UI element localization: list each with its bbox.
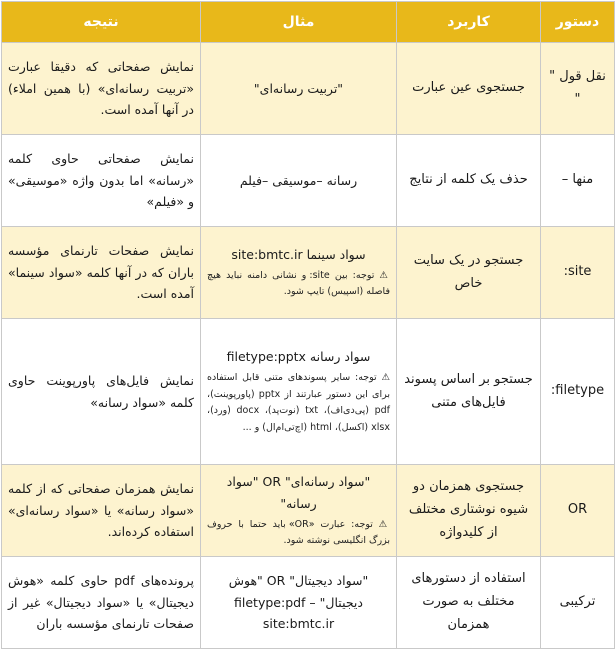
result-cell: نمایش همزمان صفحاتی که از کلمه «سواد رسانه» یا «سواد رسانه‌ای» استفاده کرده‌اند. [2, 465, 201, 557]
example-text: رسانه –موسیقی –فیلم [239, 172, 358, 188]
table-row [2, 557, 615, 649]
usage-cell: جستجو بر اساس پسوند فایل‌های متنی [397, 319, 541, 465]
table-row [2, 43, 615, 135]
example-note: ⚠ توجه: عبارت «OR» باید حتما با حروف بزرگ انگلیسی نوشته شود. [207, 518, 390, 547]
command-cell: site: [541, 227, 615, 319]
example-text: سواد سینما site:bmtc.ir [231, 246, 366, 262]
header-command: دستور [541, 2, 615, 43]
header-result: نتیجه [2, 2, 201, 43]
result-cell: پرونده‌های pdf حاوی کلمه «هوش دیجیتال» یا «سواد دیجیتال» غیر از صفحات تارنمای مؤسسه باران [2, 557, 201, 649]
command-cell: OR [541, 465, 615, 557]
table-row [2, 465, 615, 557]
table-row [2, 227, 615, 319]
example-text: "تربیت رسانه‌ای" [253, 80, 344, 96]
example-note: ⚠ توجه: سایر پسوندهای متنی قابل استفاده برای این دستور عبارتند از pptx (پاورپوینت)، pdf (پی‌دی‌اف)، txt (نوت‌پد)، docx (ورد)، xlsx (اکسل)، html (اچ‌تی‌ام‌ال) و ... [207, 372, 391, 434]
example-text: "سواد دیجیتال" OR "هوش دیجیتال" filetype:pdf –site:bmtc.ir [228, 572, 369, 632]
usage-cell: استفاده از دستورهای مختلف به صورت همزمان [397, 557, 541, 649]
table-row [2, 319, 615, 465]
result-cell: نمایش فایل‌های پاورپوینت حاوی کلمه «سواد رسانه» [2, 319, 201, 465]
usage-cell: جستجوی عین عبارت [397, 43, 541, 135]
search-operators-table [1, 1, 615, 649]
header-usage: کاربرد [397, 2, 541, 43]
example-cell [201, 465, 397, 557]
command-cell: نقل قول " " [541, 43, 615, 135]
example-cell [201, 43, 397, 135]
example-cell [201, 227, 397, 319]
example-note: ⚠ توجه: بین site: و نشانی دامنه نباید هیچ فاصله (اسپیس) تایپ شود. [207, 269, 390, 298]
example-text: سواد رسانه filetype:pptx [226, 349, 371, 365]
command-cell: ترکیبی [541, 557, 615, 649]
usage-cell: جستجو در یک سایت خاص [397, 227, 541, 319]
example-text: "سواد رسانه‌ای" OR "سواد رسانه" [226, 474, 371, 511]
usage-cell: جستجوی همزمان دو شیوه نوشتاری مختلف از کلیدواژه [397, 465, 541, 557]
result-cell: نمایش صفحات تارنمای مؤسسه باران که در آنها کلمه «سواد سینما» آمده است. [2, 227, 201, 319]
command-cell: filetype: [541, 319, 615, 465]
example-cell [201, 135, 397, 227]
result-cell: نمایش صفحاتی که دقیقا عبارت «تربیت رسانه‌ای» (با همین املاء) در آنها آمده است. [2, 43, 201, 135]
result-cell: نمایش صفحاتی حاوی کلمه «رسانه» اما بدون واژه «موسیقی» و «فیلم» [2, 135, 201, 227]
usage-cell: حذف یک کلمه از نتایج [397, 135, 541, 227]
table-row [2, 135, 615, 227]
header-row [2, 2, 615, 43]
example-cell [201, 557, 397, 649]
command-cell: منها – [541, 135, 615, 227]
example-cell [201, 319, 397, 465]
header-example: مثال [201, 2, 397, 43]
